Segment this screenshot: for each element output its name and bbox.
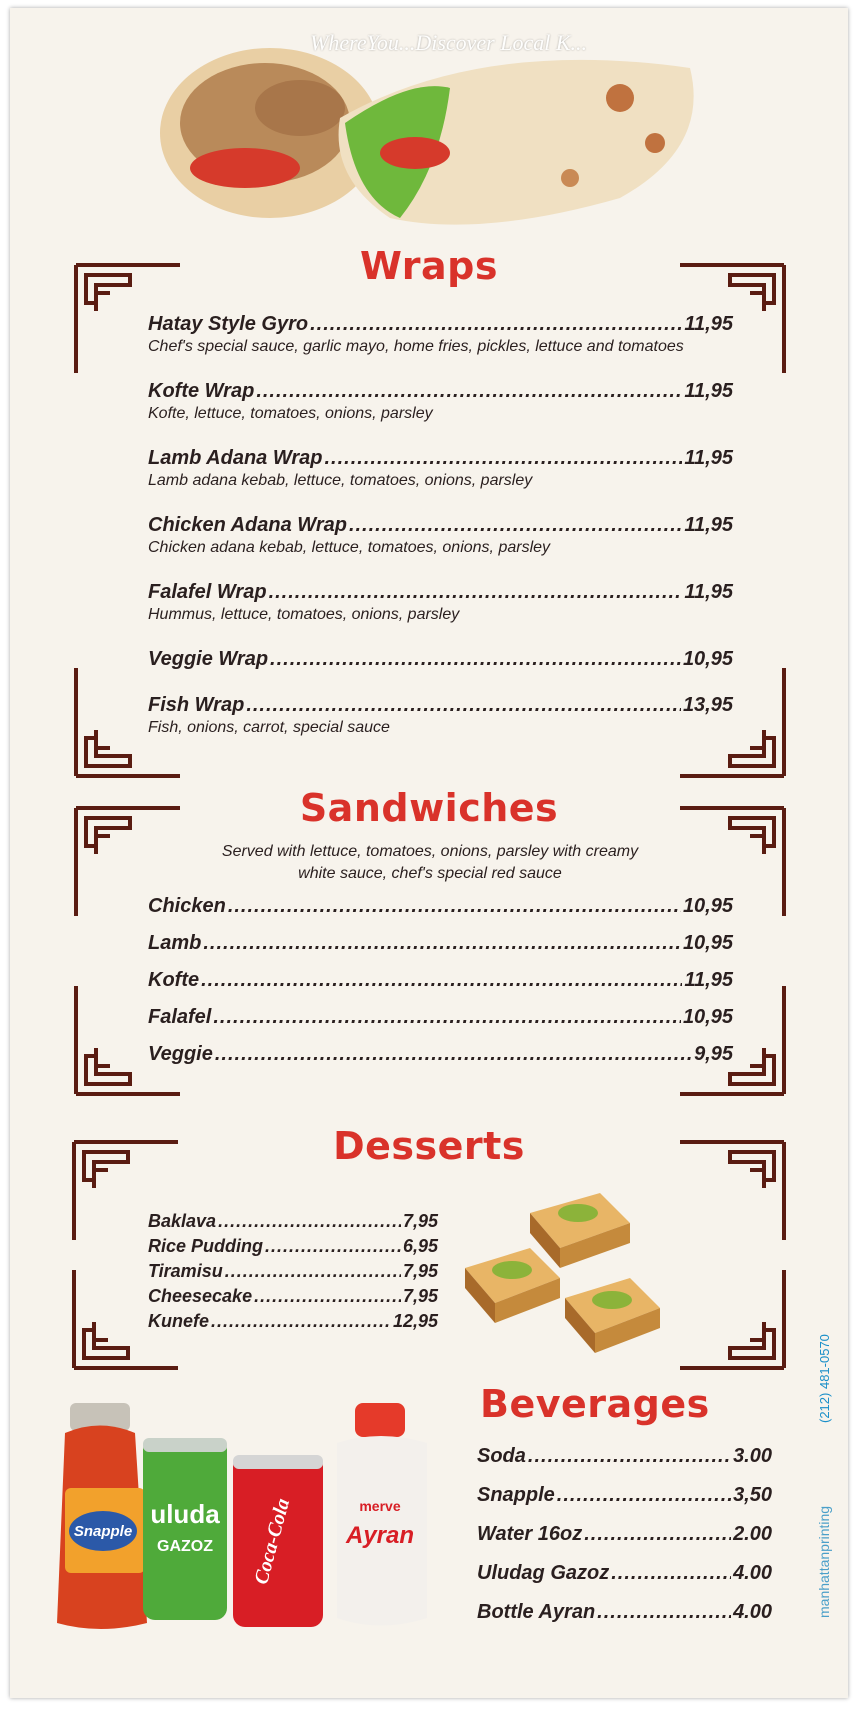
wrap-item: Fish Wrap ..... 13,95 Fish, onions, carrot, special sauce xyxy=(148,694,733,737)
sandwich-item: Kofte ..... 11,95 xyxy=(148,969,733,992)
menu-page xyxy=(10,8,848,1698)
snapple-label: Snapple xyxy=(73,1523,133,1540)
baklava-photo xyxy=(460,1173,690,1373)
printer-phone: (212) 481-0570 xyxy=(817,1334,832,1423)
beverage-item: Water 16oz ..... 2.00 xyxy=(477,1523,772,1546)
printer-name: manhattanprinting xyxy=(816,1505,832,1618)
wrap-photo xyxy=(150,28,750,243)
drinks-photo xyxy=(55,1393,455,1638)
wrap-item: Kofte Wrap ..... 11,95 Kofte, lettuce, tomatoes, onions, parsley xyxy=(148,380,733,423)
dessert-item: Kunefe ..... 12,95 xyxy=(148,1311,438,1332)
dessert-item: Cheesecake ..... 7,95 xyxy=(148,1286,438,1307)
uludag-label: uluda xyxy=(150,1499,220,1529)
wrap-item: Hatay Style Gyro ..... 11,95 Chef's special sauce, garlic mayo, home fries, pickles, lettuce and tomatoes xyxy=(148,313,733,356)
wraps-title: Wraps xyxy=(360,244,498,288)
wrap-item: Falafel Wrap ..... 11,95 Hummus, lettuce, tomatoes, onions, parsley xyxy=(148,581,733,624)
sandwich-item: Lamb ..... 10,95 xyxy=(148,932,733,955)
dessert-item: Tiramisu ..... 7,95 xyxy=(148,1261,438,1282)
sandwich-item: Veggie ..... 9,95 xyxy=(148,1043,733,1066)
ayran-brand-label: merve xyxy=(359,1498,401,1514)
beverages-title: Beverages xyxy=(480,1382,710,1426)
desserts-title: Desserts xyxy=(333,1124,525,1168)
sandwich-item: Chicken ..... 10,95 xyxy=(148,895,733,918)
sandwiches-title: Sandwiches xyxy=(299,786,559,830)
ayran-label: Ayran xyxy=(345,1522,415,1549)
printer-credit xyxy=(815,1308,835,1628)
uludag-sub-label: GAZOZ xyxy=(157,1538,213,1555)
coke-label: Coca-Cola xyxy=(250,1496,295,1587)
wrap-item: Veggie Wrap ..... 10,95 xyxy=(148,648,733,671)
dessert-item: Rice Pudding ..... 6,95 xyxy=(148,1236,438,1257)
beverage-item: Bottle Ayran ..... 4.00 xyxy=(477,1601,772,1624)
beverage-item: Snapple ..... 3,50 xyxy=(477,1484,772,1507)
dessert-item: Baklava ..... 7,95 xyxy=(148,1211,438,1232)
beverage-item: Uludag Gazoz ..... 4.00 xyxy=(477,1562,772,1585)
sandwich-item: Falafel ..... 10,95 xyxy=(148,1006,733,1029)
beverage-item: Soda ..... 3.00 xyxy=(477,1445,772,1468)
wrap-item: Chicken Adana Wrap ..... 11,95 Chicken adana kebab, lettuce, tomatoes, onions, parsley xyxy=(148,514,733,557)
sandwiches-note: Served with lettuce, tomatoes, onions, parsley with creamy white sauce, chef's special red sauce xyxy=(221,843,639,882)
wrap-item: Lamb Adana Wrap ..... 11,95 Lamb adana kebab, lettuce, tomatoes, onions, parsley xyxy=(148,447,733,490)
watermark-text: WhereYou...Discover Local K... xyxy=(310,30,588,55)
